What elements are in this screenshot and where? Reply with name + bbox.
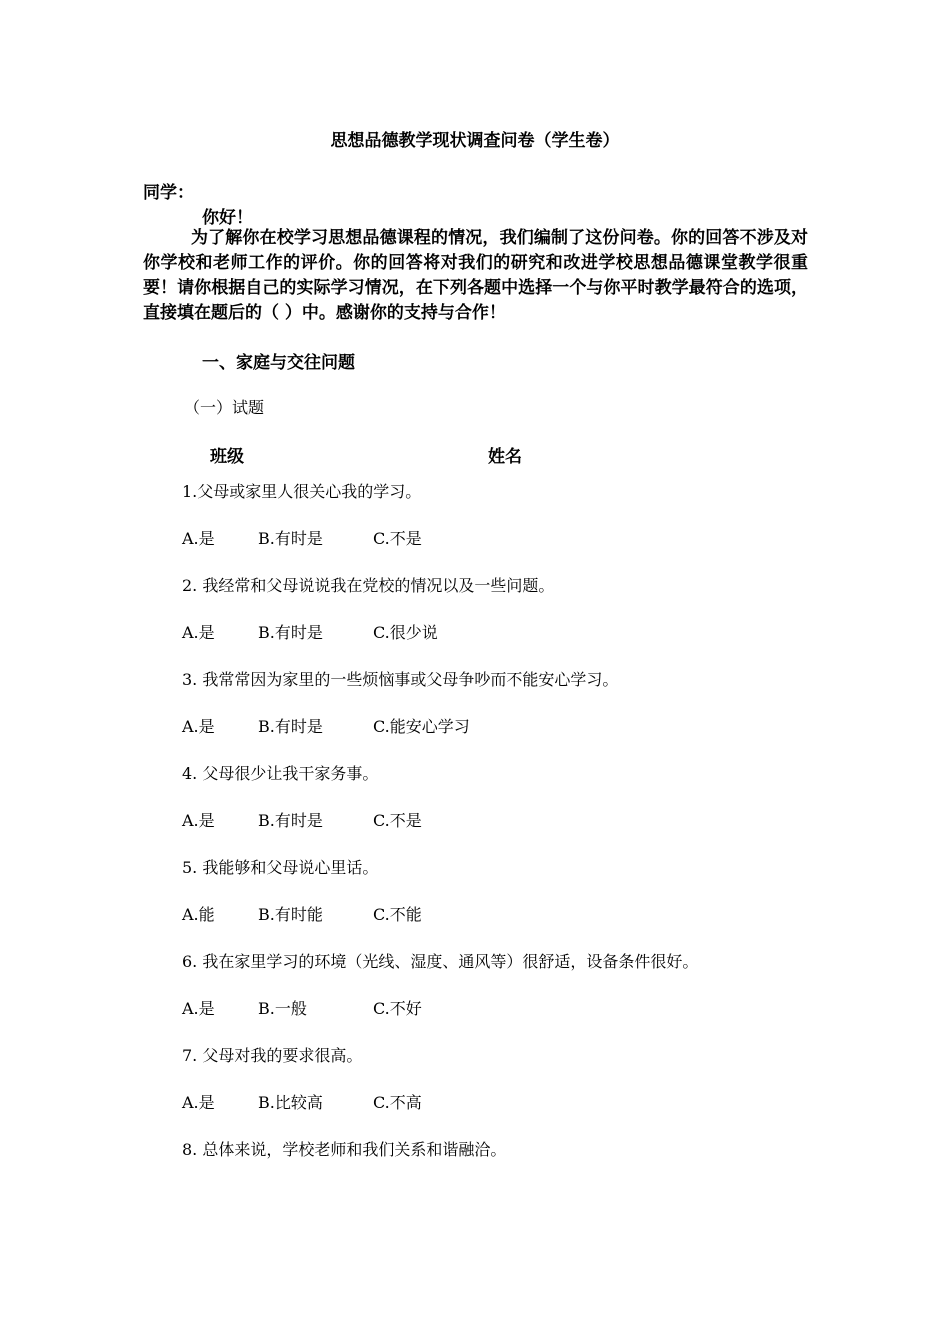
option-item[interactable]: C.不好: [373, 999, 422, 1018]
question-options: [182, 715, 698, 739]
section-heading: 一、家庭与交往问题: [202, 353, 355, 373]
question-options: [182, 1091, 698, 1115]
option-item[interactable]: B.有时是: [258, 717, 323, 736]
question-list: [182, 480, 698, 1162]
question-options: [182, 997, 698, 1021]
option-item[interactable]: B.有时能: [258, 905, 323, 924]
question-text: 7. 父母对我的要求很高。: [182, 1046, 363, 1065]
option-item[interactable]: A.是: [182, 1093, 215, 1112]
class-label: 班级: [210, 447, 244, 467]
question-text: 5. 我能够和父母说心里话。: [182, 858, 379, 877]
option-item[interactable]: A.是: [182, 623, 215, 642]
option-item[interactable]: B.比较高: [258, 1093, 323, 1112]
question-text: 2. 我经常和父母说说我在党校的情况以及一些问题。: [182, 576, 555, 595]
question-text: 3. 我常常因为家里的一些烦恼事或父母争吵而不能安心学习。: [182, 670, 619, 689]
option-item[interactable]: C.不是: [373, 811, 422, 830]
option-item[interactable]: C.很少说: [373, 623, 438, 642]
document-title: 思想品德教学现状调查问卷（学生卷）: [330, 131, 620, 151]
question-options: [182, 621, 698, 645]
question-options: [182, 527, 698, 551]
intro-paragraph: 为了解你在校学习思想品德课程的情况，我们编制了这份问卷。你的回答不涉及对你学校和老师工作的评价。你的回答将对我们的研究和改进学校思想品德课堂教学很重要！请你根据自己的实际学习情况，在下列各题中选择一个与你平时教学最符合的选项，直接填在题后的（ ）中。感谢你的支持与合作！: [143, 228, 808, 323]
option-item[interactable]: A.是: [182, 999, 215, 1018]
greeting: 你好！: [202, 208, 253, 228]
option-item[interactable]: B.有时是: [258, 623, 323, 642]
option-item[interactable]: C.不能: [373, 905, 422, 924]
salutation: 同学：: [143, 183, 194, 203]
option-item[interactable]: A.是: [182, 811, 215, 830]
option-item[interactable]: B.有时是: [258, 529, 323, 548]
option-item[interactable]: C.能安心学习: [373, 717, 470, 736]
question-text: 8. 总体来说，学校老师和我们关系和谐融洽。: [182, 1140, 507, 1159]
name-label: 姓名: [488, 447, 522, 467]
option-item[interactable]: B.有时是: [258, 811, 323, 830]
option-item[interactable]: A.能: [182, 905, 215, 924]
subsection-heading: （一）试题: [184, 398, 265, 417]
question-text: 4. 父母很少让我干家务事。: [182, 764, 379, 783]
option-item[interactable]: A.是: [182, 529, 215, 548]
question-text: 6. 我在家里学习的环境（光线、湿度、通风等）很舒适，设备条件很好。: [182, 952, 699, 971]
option-item[interactable]: B.一般: [258, 999, 307, 1018]
question-text: 1.父母或家里人很关心我的学习。: [182, 482, 422, 501]
question-options: [182, 809, 698, 833]
option-item[interactable]: C.不是: [373, 529, 422, 548]
option-item[interactable]: A.是: [182, 717, 215, 736]
option-item[interactable]: C.不高: [373, 1093, 422, 1112]
question-options: [182, 903, 698, 927]
